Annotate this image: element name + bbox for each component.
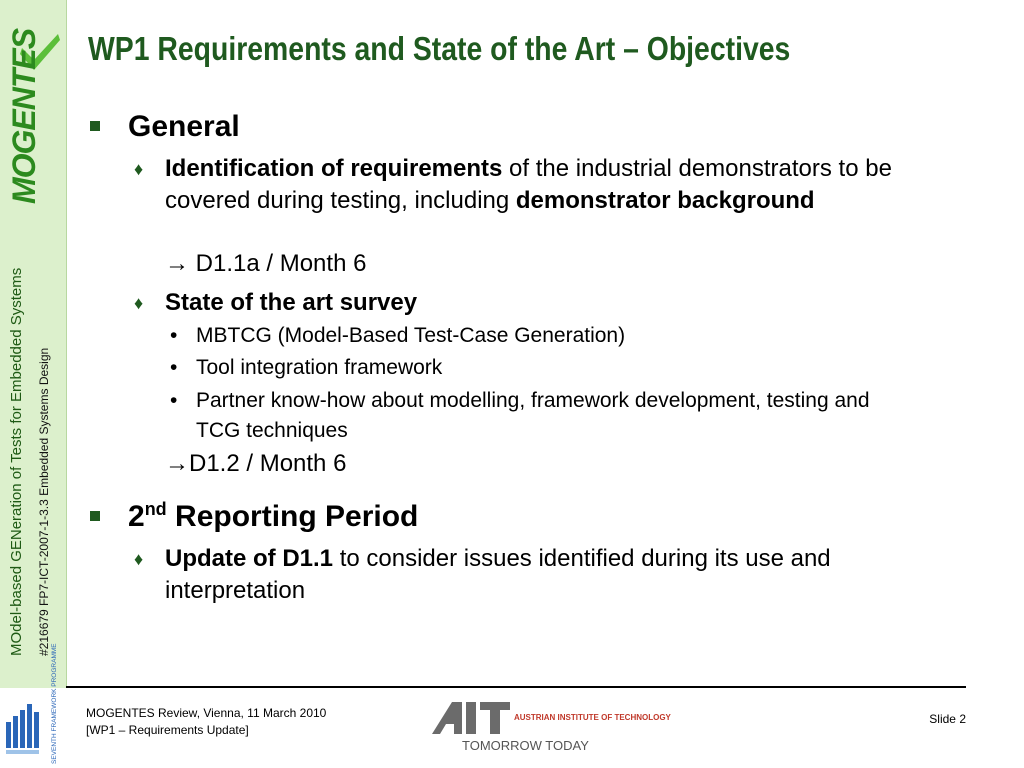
item-body: of the industrial demonstrators to be covered during testing, including <box>165 155 892 214</box>
item-bold: Identification of requirements <box>165 155 503 182</box>
ait-logo <box>430 698 671 754</box>
item-bold: Update of D1.1 <box>165 545 334 572</box>
heading-prefix: 2 <box>128 500 145 533</box>
square-bullet-icon <box>90 121 100 131</box>
subitem-text: MBTCG (Model-Based Test-Case Generation) <box>196 324 626 347</box>
heading-ordinal: nd <box>144 499 167 519</box>
diamond-bullet-icon: ♦ <box>134 159 144 179</box>
item-body: to consider issues identified during its use and interpretation <box>165 545 831 604</box>
subitem-text: Tool integration framework <box>196 356 443 379</box>
mogentes-logo: MOGENTES <box>6 28 42 204</box>
fp7-programme-logo <box>4 643 62 764</box>
dot-bullet-icon: • <box>170 356 178 379</box>
deliverable-d1-1a: → D1.1a / Month 6 <box>165 250 367 277</box>
item-bold-2: demonstrator background <box>515 187 815 214</box>
ait-name: AUSTRIAN INSTITUTE OF TECHNOLOGY <box>514 713 671 722</box>
dot-bullet-icon: • <box>170 389 178 412</box>
footer-divider <box>66 686 966 688</box>
slide-number: Slide 2 <box>929 712 966 726</box>
item-bold: State of the art survey <box>165 289 418 316</box>
deliverable-d1-2: →D1.2 / Month 6 <box>165 450 347 477</box>
item-text <box>165 287 965 319</box>
diamond-bullet-icon: ♦ <box>134 293 144 313</box>
section-heading: General <box>128 110 240 143</box>
project-full-name: MOdel-based GENeration of Tests for Embedded Systems <box>8 267 25 656</box>
footer-event: MOGENTES Review, Vienna, 11 March 2010 <box>86 706 327 720</box>
ait-tagline: TOMORROW TODAY <box>462 738 589 753</box>
diamond-bullet-icon: ♦ <box>134 549 144 569</box>
heading-rest: Reporting Period <box>166 500 419 533</box>
item-text <box>165 153 965 217</box>
square-bullet-icon <box>90 511 100 521</box>
item-text <box>165 543 965 607</box>
section-heading <box>128 500 418 534</box>
sidebar-divider <box>66 0 67 688</box>
project-grant-id: #216679 FP7-ICT-2007-1-3.3 Embedded Systems Design <box>37 347 51 656</box>
subitem-text: Partner know-how about modelling, framework development, testing and TCG techniques <box>196 389 870 442</box>
dot-bullet-icon: • <box>170 324 178 347</box>
slide-title: WP1 Requirements and State of the Art – Objectives <box>88 30 791 67</box>
fp7-text: SEVENTH FRAMEWORK PROGRAMME <box>51 643 58 764</box>
footer-topic: [WP1 – Requirements Update] <box>86 723 249 737</box>
